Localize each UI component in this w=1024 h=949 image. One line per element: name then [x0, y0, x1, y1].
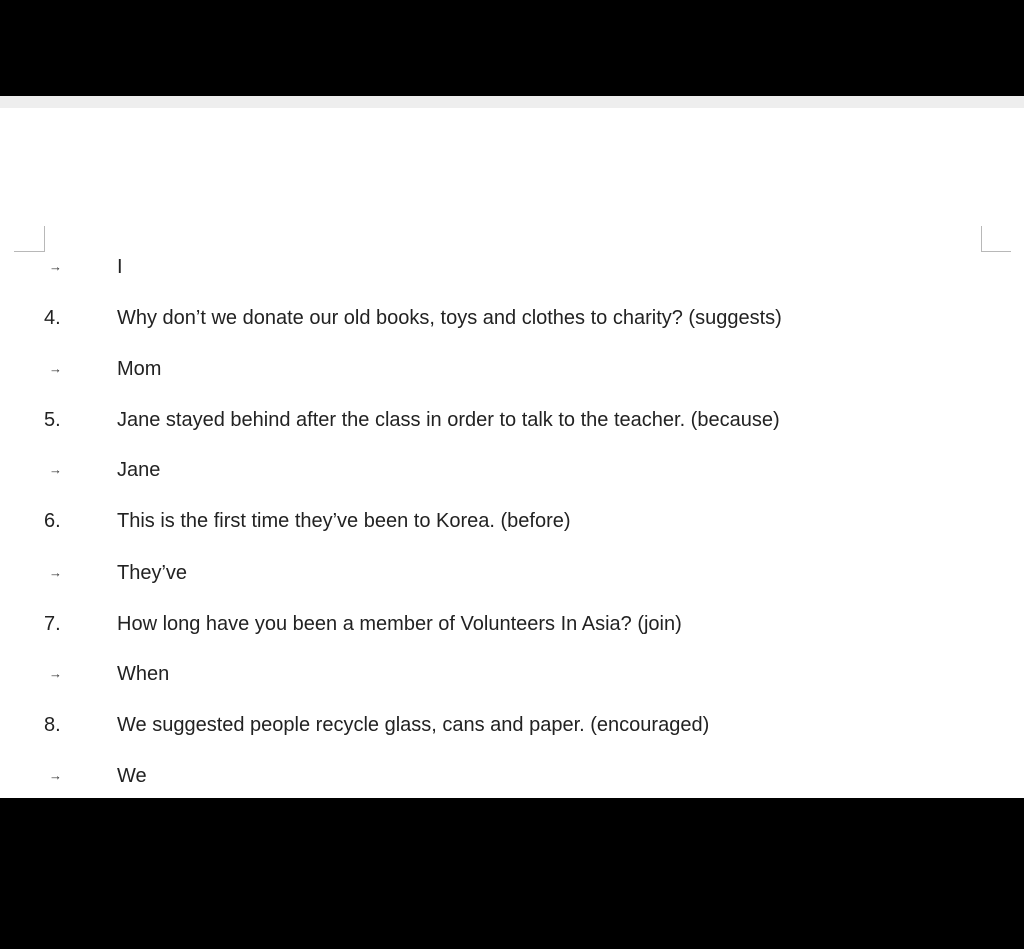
question-7[interactable] [0, 609, 1024, 639]
answer-prompt: When [117, 663, 170, 685]
question-number: 7. [44, 613, 61, 635]
question-text: How long have you been a member of Volunteers In Asia? (join) [117, 613, 682, 635]
arrow-marker: → [49, 565, 62, 580]
answer-line-5[interactable] [0, 455, 1024, 485]
question-8[interactable] [0, 710, 1024, 740]
answer-line-3[interactable] [0, 252, 1024, 282]
question-number: 5. [44, 409, 61, 431]
arrow-marker: → [49, 768, 62, 783]
question-text: We suggested people recycle glass, cans and paper. (encouraged) [117, 714, 710, 736]
answer-prompt: I [117, 256, 123, 278]
question-text: Why don’t we donate our old books, toys and clothes to charity? (suggests) [117, 307, 782, 329]
answer-prompt: Jane [117, 459, 161, 481]
question-5[interactable] [0, 405, 1024, 435]
arrow-marker: → [49, 462, 62, 477]
question-number: 8. [44, 714, 61, 736]
answer-line-4[interactable] [0, 354, 1024, 384]
question-number: 6. [44, 510, 61, 532]
arrow-marker: → [49, 666, 62, 681]
margin-corner-right [981, 226, 1011, 252]
question-text: Jane stayed behind after the class in order to talk to the teacher. (because) [117, 409, 780, 431]
question-text: This is the first time they’ve been to Korea. (before) [117, 510, 571, 532]
answer-prompt: They’ve [117, 562, 188, 584]
answer-line-6[interactable] [0, 558, 1024, 588]
question-6[interactable] [0, 506, 1024, 536]
answer-prompt: We [117, 765, 147, 787]
answer-line-7[interactable] [0, 659, 1024, 689]
question-4[interactable] [0, 303, 1024, 333]
answer-line-8[interactable] [0, 761, 1024, 791]
margin-corner-left [14, 226, 45, 252]
answer-prompt: Mom [117, 358, 162, 380]
question-number: 4. [44, 307, 61, 329]
document-page[interactable] [0, 108, 1024, 798]
arrow-marker: → [49, 259, 62, 274]
page-top-edge [0, 96, 1024, 108]
arrow-marker: → [49, 361, 62, 376]
